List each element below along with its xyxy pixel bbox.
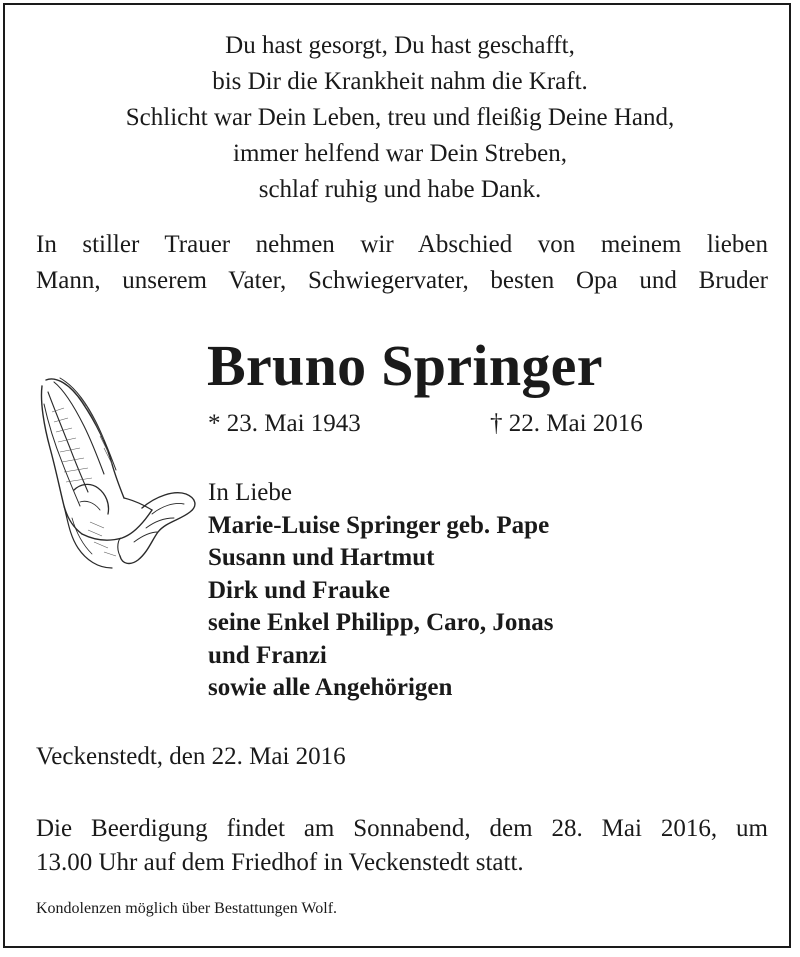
farewell-intro — [36, 227, 768, 299]
poem-line: schlaf ruhig und habe Dank. — [258, 176, 542, 203]
mourner: Marie-Luise Springer geb. Pape — [208, 511, 550, 539]
intro-line: In stiller Trauer nehmen wir Abschied von meinem lieben — [36, 231, 768, 258]
memorial-poem — [0, 28, 800, 208]
mourner: und Franzi — [208, 641, 327, 669]
deceased-name: Bruno Springer — [207, 333, 603, 398]
place-and-date: Veckenstedt, den 22. Mai 2016 — [36, 743, 346, 770]
mourner: Dirk und Frauke — [208, 576, 390, 604]
funeral-line: Die Beerdigung findet am Sonnabend, dem 28. Mai 2016, um — [36, 815, 768, 842]
poem-line: immer helfend war Dein Streben, — [233, 140, 567, 167]
poem-line: bis Dir die Krankheit nahm die Kraft. — [212, 68, 588, 95]
condolence-note: Kondolenzen möglich über Bestattungen Wolf. — [36, 900, 338, 917]
poem-line: Schlicht war Dein Leben, treu und fleißig Deine Hand, — [125, 104, 675, 131]
mourner: sowie alle Angehörigen — [208, 674, 453, 701]
poem-line: Du hast gesorgt, Du hast geschafft, — [225, 32, 575, 59]
funeral-line: 13.00 Uhr auf dem Friedhof in Veckenstedt statt. — [36, 849, 524, 876]
intro-line: Mann, unserem Vater, Schwiegervater, besten Opa und Bruder — [36, 267, 768, 294]
praying-hands-icon — [34, 372, 200, 576]
salutation: In Liebe — [208, 479, 292, 506]
mourner: Susann und Hartmut — [208, 544, 435, 571]
birth-date: * 23. Mai 1943 — [208, 410, 361, 437]
mourners-list — [208, 477, 553, 705]
funeral-info — [36, 812, 768, 880]
death-date: † 22. Mai 2016 — [490, 410, 643, 437]
mourner: seine Enkel Philipp, Caro, Jonas — [208, 609, 554, 636]
